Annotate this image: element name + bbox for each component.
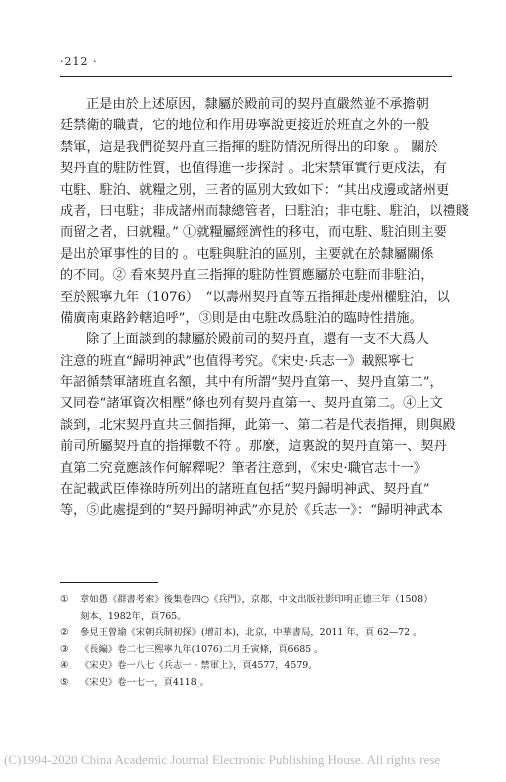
footnote-continuation: 刻本，1982年，頁765。: [80, 610, 187, 622]
text-line: 至於熙寧九年（1076） “以壽州契丹直等五指揮赴虔州權駐泊，以: [60, 289, 450, 305]
text-line: 備廣南東路鈐轄追呼”，③則是由屯駐改爲駐泊的臨時性措施。: [60, 310, 423, 326]
text-line: 廷禁衛的職責，它的地位和作用毋寧說更接近於班直之外的一般: [60, 118, 430, 134]
text-line: 又同卷“諸軍資次相壓”條也列有契丹直第一、契丹直第二。④上文: [60, 396, 443, 412]
footnote-mark: ②: [60, 627, 69, 638]
text-line: 除了上面談到的隸屬於殿前司的契丹直，還有一支不大爲人: [86, 332, 429, 348]
copyright-watermark: (C)1994-2020 China Academic Journal Electronic Publishing House. All rights rese: [4, 752, 441, 767]
text-line: 談到，北宋契丹直共三個指揮，此第一、第二若是代表指揮，則與殿: [60, 417, 456, 433]
footnote: [60, 642, 452, 659]
main-text: [60, 94, 469, 522]
footnote-mark: ⑤: [60, 676, 69, 688]
text-line: 成者，曰屯駐；非成諸州而隸總管者，曰駐泊；非屯駐、駐泊，以禮賤: [60, 203, 469, 219]
footnote-text: 參見王曾瑜《宋朝兵制初探》(增訂本)，北京，中華書局，2011 年，頁 62—72 。: [80, 627, 423, 638]
footnote-text: 《宋史》卷一七一，頁4118 。: [80, 676, 209, 688]
footnote-mark: ④: [60, 660, 69, 671]
footnote-text: 章如愚《群書考索》後集卷四○《兵門》，京都，中文出版社影印明正德三年（1508）: [80, 594, 433, 605]
text-line: 契丹直的駐防性質，也值得進一步探討 。北宋禁軍實行更戍法，有: [60, 161, 447, 177]
text-line: 年詔循禁軍諸班直名額，其中有所謂“契丹直第一、契丹直第二”，: [60, 375, 443, 391]
footnote-text: 《長編》卷二七三熙寧九年(1076)二月壬寅條，頁6685 。: [80, 643, 324, 655]
text-line: 注意的班直“歸明神武”也值得考究。《宋史·兵志一》載熙寧七: [60, 353, 414, 369]
footnote: [60, 658, 452, 675]
footnote-rule: [60, 582, 158, 583]
text-line: 前司所屬契丹直的指揮數不符 。那麼，這裏說的契丹直第一、契丹: [60, 439, 447, 455]
footnote-text: 《宋史》卷一八七《兵志一 · 禁軍上》，頁4577，4579。: [80, 660, 318, 671]
text-line: 等，⑤此處提到的“契丹歸明神武”亦見於《兵志一》：“歸明神武本: [60, 503, 443, 519]
footnote: [60, 592, 452, 609]
text-line: 直第二究竟應該作何解釋呢？筆者注意到，《宋史·職官志十一》: [60, 460, 427, 476]
text-line: 而留之者，曰就糧。” ①就糧屬經濟性的移屯，而屯駐、駐泊則主要: [60, 225, 447, 241]
page-number: ·212 ·: [60, 55, 98, 68]
footnote: [60, 625, 452, 642]
text-line: 在記載武臣俸祿時所列出的諸班直包括“契丹歸明神武、契丹直”: [60, 482, 430, 498]
footnote: [60, 675, 452, 692]
footnotes: [60, 592, 452, 691]
text-line: 屯駐、駐泊、就糧之別，三者的區別大致如下：“其出戍邊或諸州更: [60, 182, 450, 198]
header-rule: [60, 76, 452, 77]
text-line: 是出於軍事性的目的 。屯駐與駐泊的區別，主要就在於隸屬關係: [60, 246, 434, 262]
text-line: 禁軍，這是我們從契丹直三指揮的駐防情況所得出的印象 。 關於: [60, 139, 438, 155]
text-line: 的不同。② 看來契丹直三指揮的駐防性質應屬於屯駐而非駐泊，: [60, 268, 434, 284]
footnote-mark: ①: [60, 594, 69, 605]
footnote-mark: ③: [60, 643, 69, 655]
text-line: 正是由於上述原因，隸屬於殿前司的契丹直嚴然並不承擔朝: [86, 97, 429, 112]
